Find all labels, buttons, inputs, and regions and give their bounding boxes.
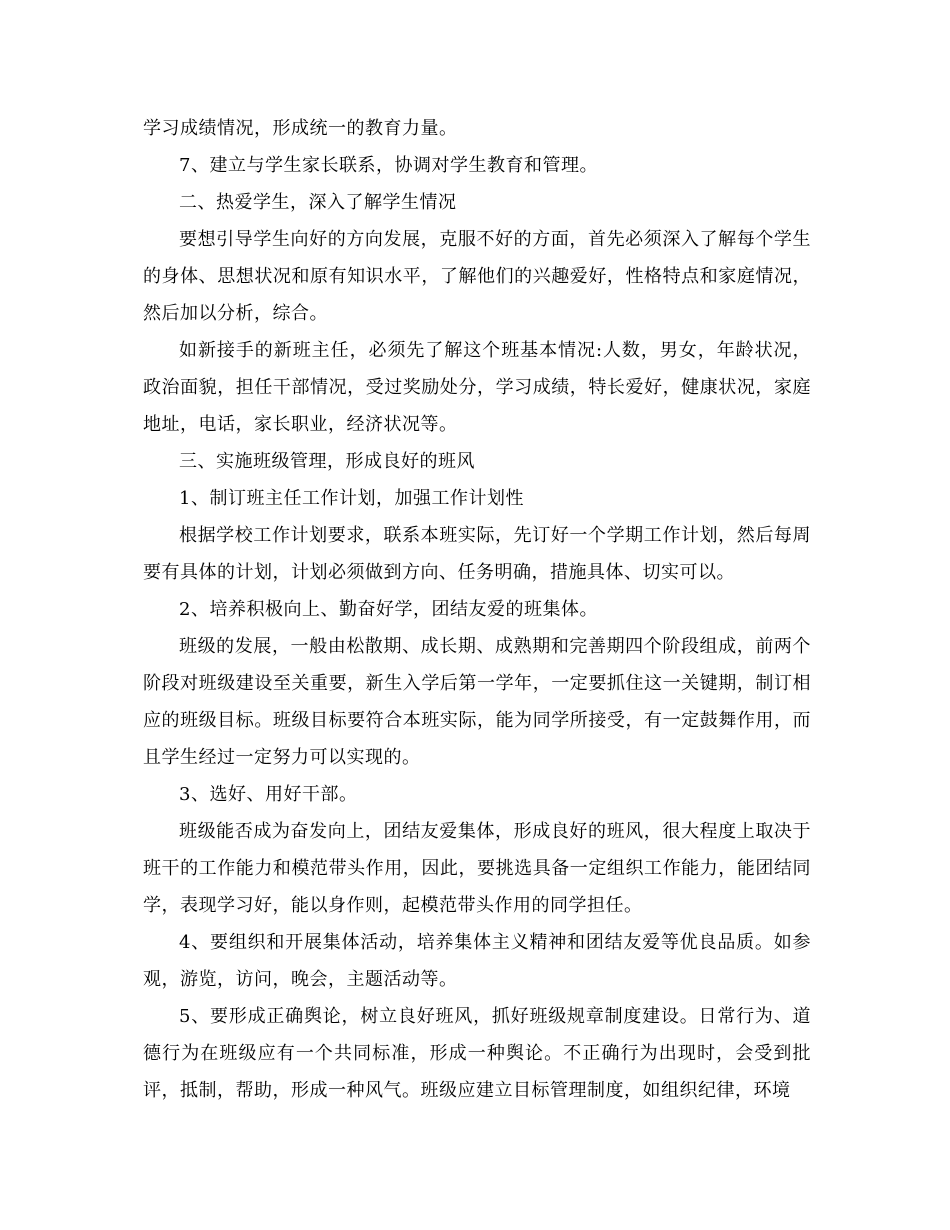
paragraph-8: 根据学校工作计划要求，联系本班实际，先订好一个学期工作计划，然后每周要有具体的计划，计划必须做到方向、任务明确，措施具体、切实可以。 bbox=[143, 525, 811, 583]
paragraph-2: 7、建立与学生家长联系，协调对学生教育和管理。 bbox=[179, 155, 598, 176]
section-heading-3: 三、实施班级管理，形成良好的班风 bbox=[179, 451, 475, 472]
document-body bbox=[143, 110, 811, 1109]
paragraph-1: 学习成绩情况，形成统一的教育力量。 bbox=[143, 118, 458, 139]
paragraph-10: 班级的发展，一般由松散期、成长期、成熟期和完善期四个阶段组成，前两个阶段对班级建设至关重要，新生入学后第一学年，一定要抓住这一关键期，制订相应的班级目标。班级目标要符合本班实际，能为同学所接受，有一定鼓舞作用，而且学生经过一定努力可以实现的。 bbox=[143, 636, 811, 768]
paragraph-14: 5、要形成正确舆论，树立良好班风，抓好班级规章制度建设。日常行为、道德行为在班级应有一个共同标准，形成一种舆论。不正确行为出现时，会受到批评，抵制，帮助，形成一种风气。班级应建立目标管理制度，如组织纪律，环境 bbox=[143, 1006, 811, 1101]
paragraph-12: 班级能否成为奋发向上，团结友爱集体，形成良好的班风，很大程度上取决于班干的工作能力和模范带头作用，因此，要挑选具备一定组织工作能力，能团结同学，表现学习好，能以身作则，起模范带头作用的同学担任。 bbox=[143, 821, 811, 916]
paragraph-13: 4、要组织和开展集体活动，培养集体主义精神和团结友爱等优良品质。如参观，游览，访问，晚会，主题活动等。 bbox=[143, 932, 811, 990]
subheading-3: 3、选好、用好干部。 bbox=[179, 784, 358, 805]
paragraph-5: 如新接手的新班主任，必须先了解这个班基本情况:人数，男女，年龄状况，政治面貌，担任干部情况，受过奖励处分，学习成绩，特长爱好，健康状况，家庭地址，电话，家长职业，经济状况等。 bbox=[143, 340, 811, 435]
paragraph-4: 要想引导学生向好的方向发展，克服不好的方面，首先必须深入了解每个学生的身体、思想状况和原有知识水平，了解他们的兴趣爱好，性格特点和家庭情况，然后加以分析，综合。 bbox=[143, 229, 811, 324]
subheading-2: 2、培养积极向上、勤奋好学，团结友爱的班集体。 bbox=[179, 599, 598, 620]
section-heading-2: 二、热爱学生，深入了解学生情况 bbox=[179, 192, 457, 213]
subheading-1: 1、制订班主任工作计划，加强工作计划性 bbox=[179, 488, 524, 509]
